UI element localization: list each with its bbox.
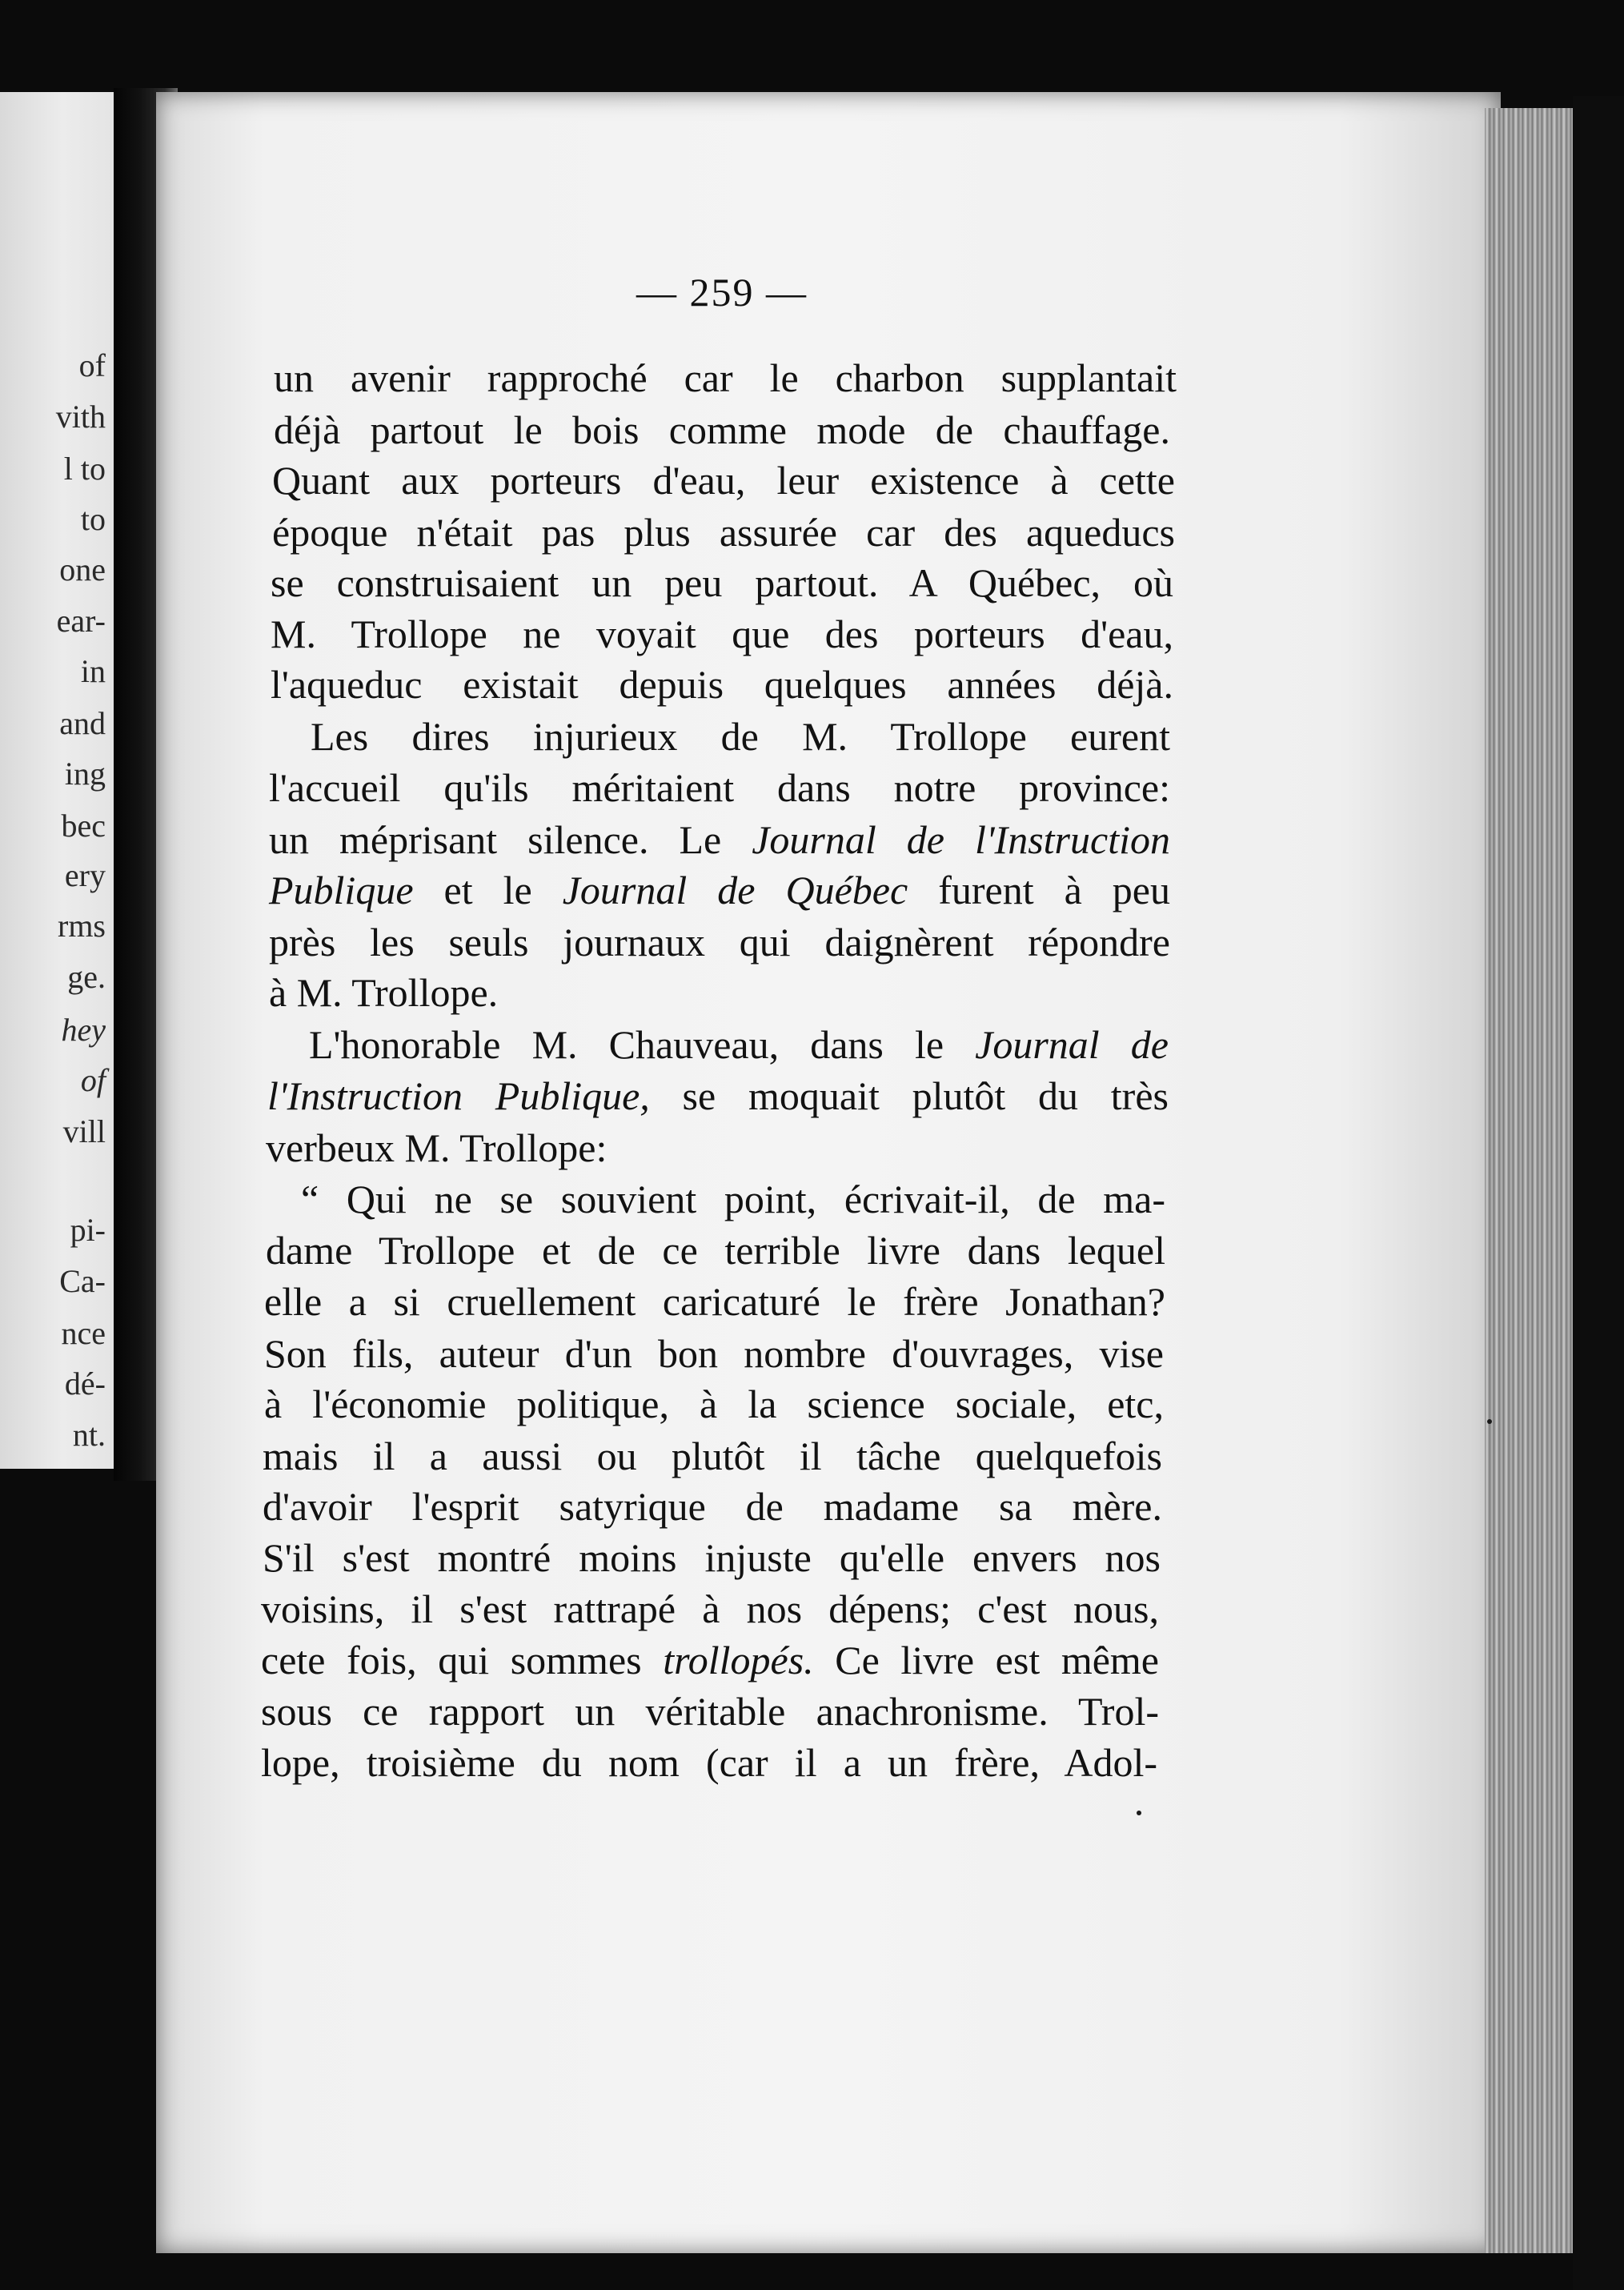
text-line: S'il s'est montré moins injuste qu'elle envers nos bbox=[263, 1535, 1161, 1580]
left-fragment-line: vill bbox=[62, 1113, 106, 1149]
left-fragment-line: in bbox=[80, 653, 106, 689]
left-fragment-line: hey bbox=[61, 1012, 106, 1048]
left-fragment-line: rms bbox=[58, 908, 106, 944]
left-fragment-line: ing bbox=[64, 756, 106, 792]
ink-speck bbox=[1137, 1811, 1141, 1815]
text-line: verbeux M. Trollope: bbox=[266, 1125, 607, 1170]
left-fragment-line: bec bbox=[61, 808, 106, 844]
text-line: époque n'était pas plus assurée car des aqueducs bbox=[272, 510, 1175, 555]
left-fragment-line: dé- bbox=[64, 1366, 106, 1402]
text-line: l'Instruction Publique, se moquait plutôt du très bbox=[267, 1073, 1169, 1118]
text-line: l'aqueduc existait depuis quelques années déjà. bbox=[271, 662, 1173, 707]
page-number: — 259 — bbox=[636, 270, 808, 315]
text-line: elle a si cruellement caricaturé le frère Jonathan? bbox=[264, 1279, 1165, 1324]
left-fragment-line: and bbox=[59, 705, 106, 741]
left-fragment-line: to bbox=[80, 501, 106, 537]
text-line: mais il a aussi ou plutôt il tâche quelquefois bbox=[263, 1434, 1162, 1478]
text-line: lope, troisième du nom (car il a un frère, Adol- bbox=[261, 1740, 1157, 1785]
left-fragment-line: of bbox=[78, 347, 106, 383]
left-fragment-line: one bbox=[59, 551, 106, 588]
text-line: près les seuls journaux qui daignèrent répondre bbox=[269, 920, 1170, 965]
text-line: Quant aux porteurs d'eau, leur existence à cette bbox=[272, 458, 1175, 503]
text-line: se construisaient un peu partout. A Québec, où bbox=[271, 560, 1173, 605]
scan-border bbox=[1573, 96, 1624, 2290]
text-line: un méprisant silence. Le Journal de l'Instruction bbox=[269, 817, 1170, 862]
text-line: un avenir rapproché car le charbon supplantait bbox=[274, 355, 1177, 400]
left-fragment-line: of bbox=[80, 1062, 106, 1098]
text-line: dame Trollope et de ce terrible livre dans lequel bbox=[266, 1228, 1165, 1273]
text-line: Publique et le Journal de Québec furent à peu bbox=[269, 868, 1170, 912]
text-line: cete fois, qui sommes trollopés. Ce livre est même bbox=[261, 1638, 1159, 1682]
left-fragment-line: nt. bbox=[72, 1417, 106, 1453]
text-line: l'accueil qu'ils méritaient dans notre province: bbox=[269, 765, 1170, 810]
left-fragment-line: vith bbox=[55, 399, 106, 435]
left-fragment-line: ge. bbox=[67, 959, 106, 995]
text-line: déjà partout le bois comme mode de chauffage. bbox=[274, 407, 1170, 452]
text-line: “ Qui ne se souvient point, écrivait-il, de ma- bbox=[301, 1177, 1165, 1221]
text-line: sous ce rapport un véritable anachronisme. Trol- bbox=[261, 1689, 1159, 1734]
previous-page-fragment bbox=[0, 92, 114, 1469]
page-edges bbox=[1485, 108, 1581, 2253]
left-fragment-line: Ca- bbox=[59, 1263, 106, 1299]
left-fragment-line: ery bbox=[64, 857, 106, 893]
text-line: voisins, il s'est rattrapé à nos dépens; c'est nous, bbox=[261, 1586, 1159, 1631]
left-fragment-line: pi- bbox=[70, 1212, 106, 1248]
text-line: à l'économie politique, à la science sociale, etc, bbox=[264, 1382, 1164, 1426]
left-fragment-line: ear- bbox=[56, 603, 106, 639]
text-line: à M. Trollope. bbox=[269, 970, 499, 1015]
left-fragment-line: nce bbox=[61, 1315, 106, 1351]
text-line: d'avoir l'esprit satyrique de madame sa mère. bbox=[263, 1484, 1162, 1529]
ink-speck bbox=[1487, 1419, 1492, 1424]
text-line: L'honorable M. Chauveau, dans le Journal de bbox=[309, 1022, 1169, 1067]
left-fragment-line: l to bbox=[63, 451, 106, 487]
text-line: Les dires injurieux de M. Trollope eurent bbox=[311, 714, 1170, 759]
text-line: Son fils, auteur d'un bon nombre d'ouvrages, vise bbox=[264, 1331, 1164, 1376]
text-line: M. Trollope ne voyait que des porteurs d'eau, bbox=[271, 612, 1173, 656]
